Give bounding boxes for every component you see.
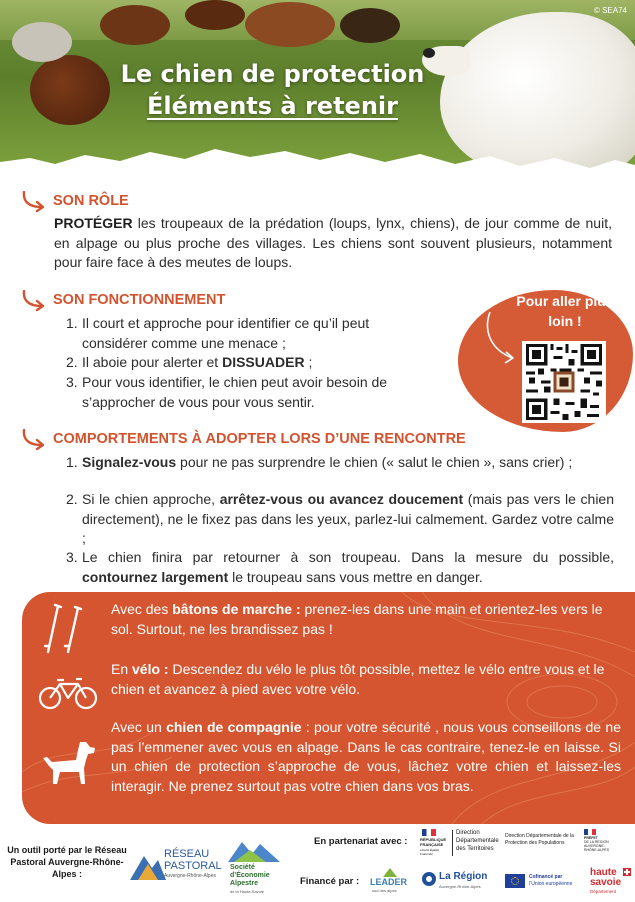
photo-credit: © SEA74: [593, 6, 627, 15]
list-item: 1. Il court et approche pour identifier ce qu’il peut considérer comme une menace ;: [66, 315, 370, 351]
section-title: COMPORTEMENTS À ADOPTER LORS D’UNE RENCONTRE: [53, 431, 466, 447]
prefet-logo: PRÉFET DE LA RÉGION AUVERGNE- RHÔNE-ALPES: [584, 828, 634, 858]
advice-band: [22, 592, 635, 824]
partner-label: En partenariat avec :: [314, 836, 408, 847]
list-item: 3. Pour vous identifier, le chien peut avoir besoin de s’approcher de vous pour vous sentir.: [66, 374, 388, 410]
rock-shape: [12, 22, 72, 62]
section-title: SON FONCTIONNEMENT: [53, 292, 226, 308]
hiking-text: Avec des bâtons de marche : prenez-les dans une main et orientez-les vers le sol. Surtout, ne les brandissez pas !: [111, 601, 603, 637]
arrow-icon: [20, 191, 50, 213]
goat-shape: [340, 8, 400, 43]
ddpp-label: Direction Départementale de la Protection des Populations: [505, 833, 574, 846]
qr-code-icon[interactable]: [522, 341, 606, 423]
dog-nose: [423, 48, 435, 58]
torn-paper-edge: [0, 140, 635, 180]
bicycle-icon: [38, 674, 98, 710]
pet-text: Avec un chien de compagnie : pour votre sécurité , nous vous conseillons de ne pas l’emmener avec vous en alpage. Dans le cas contraire, tenez-le en laisse. Si un chien de protection s’approche de vous, lâchez votre chien et laissez-les interagir. Ne prenez surtout pas votre chien dans vos bras.: [111, 719, 621, 794]
page-title: Le chien de protection: [120, 60, 425, 88]
tool-by-label: Un outil porté par le Réseau Pastoral Auvergne-Rhône-Alpes :: [7, 845, 127, 879]
hiking-poles-icon: [42, 602, 98, 654]
list-item: 2. Il aboie pour alerter et DISSUADER ;: [66, 354, 313, 370]
leader-logo: LEADER sud des alpes: [370, 866, 414, 896]
sea-logo: Société d’Économie Alpestre de la Haute-Savoie: [226, 836, 286, 896]
funded-label: Financé par :: [300, 876, 360, 887]
arrow-icon: [20, 290, 50, 312]
list-item: 1. Signalez-vous pour ne pas surprendre le chien (« salut le chien », sans crier) ;: [66, 454, 573, 470]
bike-text: En vélo : Descendez du vélo le plus tôt possible, mettez le vélo entre vous et le chien et avancez à pied avec votre vélo.: [111, 661, 605, 697]
footer: Un outil porté par le Réseau Pastoral Auvergne-Rhône-Alpes : RÉSEAU PASTORAL Auvergne-Rhône-Alpes Société d’Économie Alpestre de la Haute-Savoie En partenariat avec : RÉPUBLIQUE FRANÇAISE Liberté Égalité Fraternité Direction Départementale des Territoires Direction Départementale de la Protection des Populations PRÉFET DE LA RÉGION AUVERGNE- RHÔNE-ALPES Financé par : LEADER sud des alpes La Région Auvergne-Rhône-Alpes Cofinancé par l’Union européenne haute savoie Département: [0, 828, 635, 902]
republique-francaise-logo: RÉPUBLIQUE FRANÇAISE Liberté Égalité Fraternité: [420, 828, 452, 858]
goat-shape: [185, 0, 245, 30]
goat-shape: [245, 2, 335, 47]
goat-shape: [100, 5, 170, 45]
eu-logo: Cofinancé par l’Union européenne: [505, 872, 585, 894]
section-title: SON RÔLE: [53, 193, 129, 209]
list-item: 3. Le chien finira par retourner à son troupeau. Dans la mesure du possible, contournez largement le troupeau sans vous mettre en danger.: [66, 549, 614, 585]
more-info-title: Pour aller plus loin !: [516, 293, 614, 329]
role-paragraph: PROTÉGER les troupeaux de la prédation (loups, lynx, chiens), de jour comme de nuit, en alpage ou plus proche des villages. Les chiens sont souvent plusieurs, notamment pour faire face à des meutes de loups.: [54, 215, 612, 270]
region-logo: La Région Auvergne-Rhône-Alpes: [422, 870, 502, 896]
dog-icon: [40, 740, 96, 788]
arrow-icon: [20, 429, 50, 451]
page-subtitle: Éléments à retenir: [147, 92, 398, 120]
reseau-pastoral-logo: RÉSEAU PASTORAL Auvergne-Rhône-Alpes: [128, 842, 218, 890]
list-item: 2. Si le chien approche, arrêtez-vous ou avancez doucement (mais pas vers le chien directement), ne le fixez pas dans les yeux, parlez-lui calmement. Gardez votre calme ;: [66, 491, 615, 546]
haute-savoie-logo: haute savoie Département: [590, 868, 634, 898]
